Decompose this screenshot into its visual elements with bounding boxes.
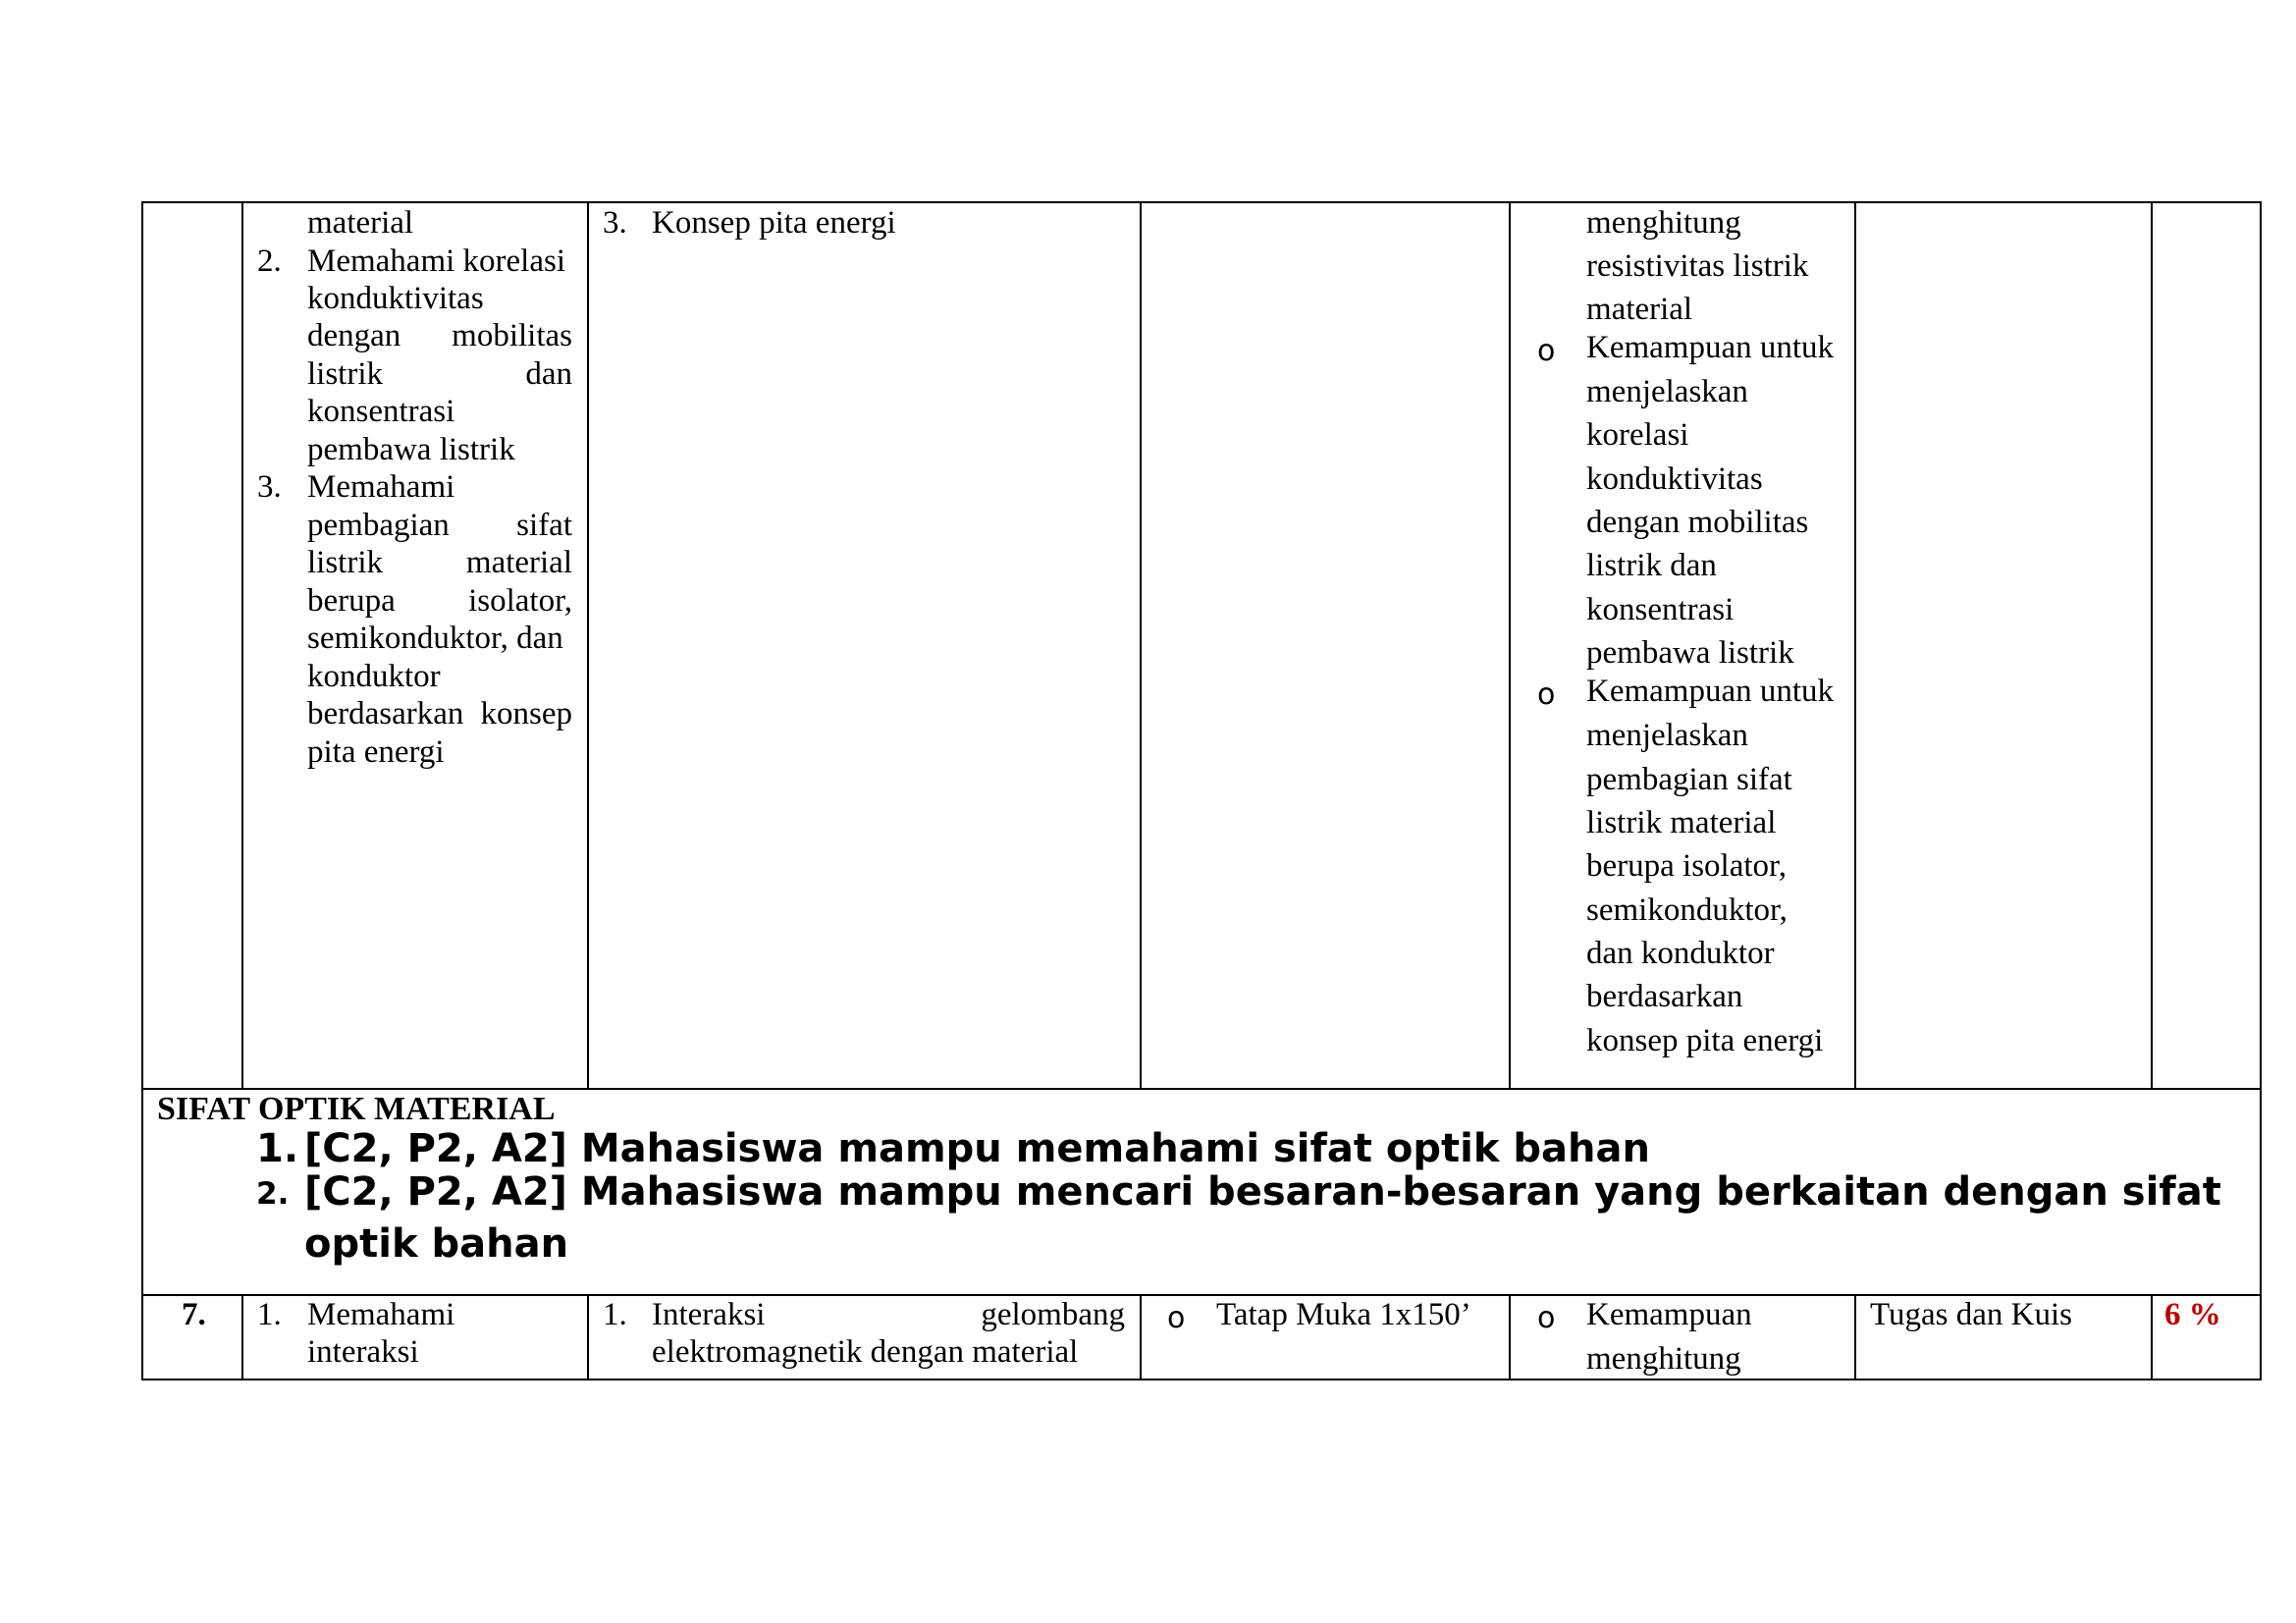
indicator-line: konsentrasi bbox=[1586, 592, 1735, 627]
col-divider bbox=[2151, 201, 2153, 1089]
assessment-text: Tugas dan Kuis bbox=[1870, 1297, 2072, 1332]
col-divider bbox=[1509, 1294, 1511, 1380]
indicator-line: Kemampuan untuk bbox=[1586, 330, 1835, 365]
indicator-line: menghitung bbox=[1586, 1341, 1741, 1377]
col-divider bbox=[1854, 1294, 1856, 1380]
col2-continued-line: material bbox=[307, 205, 414, 241]
list-item-line: konduktor bbox=[307, 659, 441, 694]
col-divider bbox=[1140, 1294, 1142, 1380]
list-item-line: pembawa listrik bbox=[307, 432, 515, 467]
list-number: 3. bbox=[603, 205, 627, 241]
table-border-right bbox=[2260, 201, 2262, 1380]
list-item-line: listrik dan bbox=[307, 356, 572, 392]
indicator-line: konduktivitas bbox=[1586, 461, 1763, 497]
indicator-line: menjelaskan bbox=[1586, 718, 1748, 753]
objective-number: 2. bbox=[256, 1176, 290, 1212]
list-item-line: listrik material bbox=[307, 545, 572, 580]
list-number: 2. bbox=[257, 243, 282, 279]
indicator-line: berdasarkan bbox=[1586, 979, 1743, 1014]
list-number: 1. bbox=[603, 1297, 627, 1332]
indicator-line: menjelaskan bbox=[1586, 374, 1748, 409]
list-item-line: Memahami korelasi bbox=[307, 243, 566, 279]
indicator-line: dan konduktor bbox=[1586, 936, 1775, 971]
indicator-line: semikonduktor, bbox=[1586, 893, 1788, 928]
col5-continued-line: material bbox=[1586, 292, 1693, 327]
list-item-line: konduktivitas bbox=[307, 281, 484, 316]
week-number: 7. bbox=[182, 1297, 206, 1332]
objective-number: 1. bbox=[256, 1126, 299, 1171]
col-divider bbox=[587, 201, 589, 1089]
list-item-line: dengan mobilitas bbox=[307, 318, 572, 353]
list-item-line: Konsep pita energi bbox=[652, 205, 896, 241]
bullet-circle: o bbox=[1167, 1301, 1186, 1335]
list-item-line: pembagian sifat bbox=[307, 508, 572, 543]
objective-line: [C2, P2, A2] Mahasiswa mampu mencari besaran-besaran yang berkaitan dengan sifat bbox=[304, 1169, 2221, 1215]
table-border-bottom bbox=[141, 1379, 2262, 1380]
indicator-line: pembawa listrik bbox=[1586, 635, 1794, 671]
indicator-line: Kemampuan untuk bbox=[1586, 674, 1835, 709]
bullet-circle: o bbox=[1537, 1301, 1556, 1335]
list-item-line: berdasarkan konsep bbox=[307, 696, 572, 731]
col-divider bbox=[587, 1294, 589, 1380]
list-item-line: semikonduktor, dan bbox=[307, 621, 563, 656]
list-item-line: interaksi bbox=[307, 1334, 419, 1370]
indicator-line: listrik dan bbox=[1586, 548, 1717, 583]
col-divider bbox=[241, 201, 243, 1089]
indicator-line: Kemampuan bbox=[1586, 1297, 1752, 1332]
objective-line: optik bahan bbox=[304, 1221, 569, 1267]
indicator-line: konsep pita energi bbox=[1586, 1023, 1824, 1058]
list-item-line: Memahami bbox=[307, 1297, 455, 1332]
col-divider bbox=[2151, 1294, 2153, 1380]
list-item-line: Interaksi gelombang bbox=[652, 1297, 1125, 1332]
indicator-line: dengan mobilitas bbox=[1586, 505, 1809, 540]
col-divider bbox=[1509, 201, 1511, 1089]
indicator-line: korelasi bbox=[1586, 417, 1689, 453]
indicator-line: pembagian sifat bbox=[1586, 762, 1792, 797]
list-number: 3. bbox=[257, 469, 282, 505]
list-number: 1. bbox=[257, 1297, 282, 1332]
weight-percent: 6 % bbox=[2164, 1297, 2221, 1332]
col5-continued-line: resistivitas listrik bbox=[1586, 248, 1809, 284]
col-divider bbox=[1854, 201, 1856, 1089]
list-item-line: Memahami bbox=[307, 469, 455, 505]
list-item-line: konsentrasi bbox=[307, 394, 455, 429]
bullet-circle: o bbox=[1537, 334, 1556, 368]
col-divider bbox=[241, 1294, 243, 1380]
col5-continued-line: menghitung bbox=[1586, 205, 1741, 241]
bullet-circle: o bbox=[1537, 677, 1556, 712]
table-border-top bbox=[141, 201, 2262, 203]
method-text: Tatap Muka 1x150’ bbox=[1216, 1297, 1471, 1332]
table-border-left bbox=[141, 201, 143, 1380]
list-item-line: elektromagnetik dengan material bbox=[652, 1334, 1079, 1370]
list-item-line: berupa isolator, bbox=[307, 583, 572, 619]
section-title: SIFAT OPTIK MATERIAL bbox=[157, 1091, 556, 1127]
col-divider bbox=[1140, 201, 1142, 1089]
indicator-line: listrik material bbox=[1586, 805, 1777, 840]
objective-line: [C2, P2, A2] Mahasiswa mampu memahami sifat optik bahan bbox=[304, 1126, 1650, 1171]
indicator-line: berupa isolator, bbox=[1586, 848, 1787, 884]
list-item-line: pita energi bbox=[307, 734, 445, 770]
